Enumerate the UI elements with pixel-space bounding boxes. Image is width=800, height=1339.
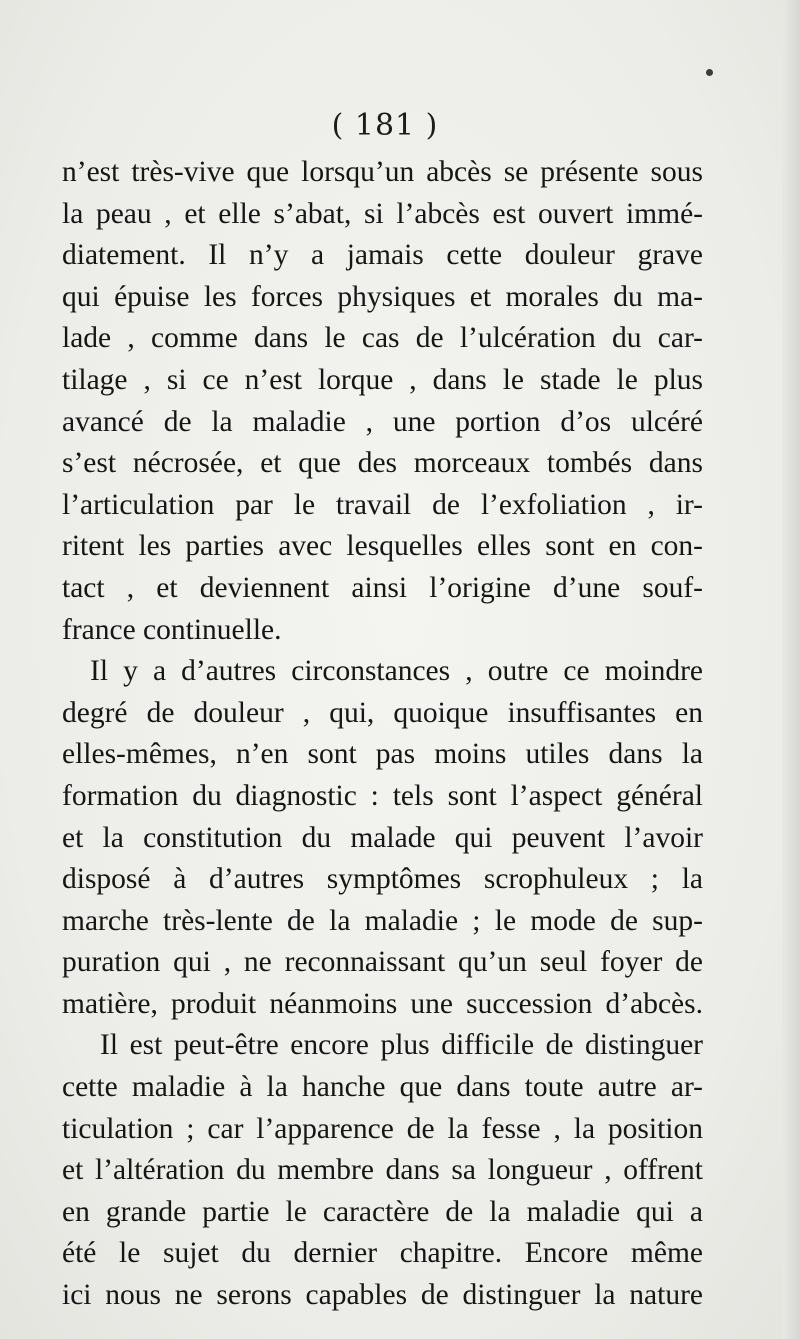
page-edge-shadow bbox=[782, 0, 800, 1339]
text-line: puration qui , ne reconnaissant qu’un seul foyer de bbox=[62, 946, 703, 979]
text-line: cette maladie à la hanche que dans toute autre ar- bbox=[62, 1071, 703, 1104]
text-line: en grande partie le caractère de la maladie qui a bbox=[62, 1195, 703, 1228]
paragraph-end-line: matière, produit néanmoins une succession d’abcès. bbox=[62, 987, 703, 1020]
paragraph-start-line: Il y a d’autres circonstances , outre ce moindre bbox=[90, 655, 703, 688]
page-number: ( 181 ) bbox=[331, 108, 439, 143]
text-line: n’est très-vive que lorsqu’un abcès se présente sous bbox=[62, 156, 703, 188]
text-line: disposé à d’autres symptômes scrophuleux ; la bbox=[62, 863, 703, 896]
text-line: formation du diagnostic : tels sont l’aspect général bbox=[62, 779, 703, 812]
text-line: l’articulation par le travail de l’exfoliation , ir- bbox=[62, 488, 703, 521]
text-line: s’est nécrosée, et que des morceaux tombés dans bbox=[62, 447, 703, 480]
text-line: avancé de la maladie , une portion d’os ulcéré bbox=[62, 405, 703, 438]
text-line: et l’altération du membre dans sa longueur , offrent bbox=[62, 1154, 703, 1187]
text-line: tact , et deviennent ainsi l’origine d’une souf- bbox=[62, 571, 703, 604]
text-line: degré de douleur , qui, quoique insuffisantes en bbox=[62, 696, 703, 729]
ink-speck bbox=[706, 69, 713, 76]
text-line: marche très-lente de la maladie ; le mode de sup- bbox=[62, 904, 703, 937]
paragraph-start-line: Il est peut-être encore plus difficile de distinguer bbox=[100, 1029, 703, 1062]
text-line: ticulation ; car l’apparence de la fesse , la position bbox=[62, 1112, 703, 1145]
text-line: diatement. Il n’y a jamais cette douleur grave bbox=[62, 239, 703, 272]
paragraph-end-line: france continuelle. bbox=[62, 613, 282, 646]
text-line: la peau , et elle s’abat, si l’abcès est ouvert immé- bbox=[62, 197, 703, 230]
text-line: et la constitution du malade qui peuvent l’avoir bbox=[62, 821, 703, 854]
text-line: tilage , si ce n’est lorque , dans le stade le plus bbox=[62, 363, 703, 396]
text-line: été le sujet du dernier chapitre. Encore même bbox=[62, 1237, 703, 1270]
text-line: qui épuise les forces physiques et morales du ma- bbox=[62, 280, 703, 313]
text-line: ici nous ne serons capables de distinguer la nature bbox=[62, 1279, 703, 1312]
text-line: lade , comme dans le cas de l’ulcération du car- bbox=[62, 322, 703, 355]
text-line: ritent les parties avec lesquelles elles sont en con- bbox=[62, 530, 703, 563]
body-text bbox=[62, 152, 703, 1317]
text-line: elles-mêmes, n’en sont pas moins utiles dans la bbox=[62, 738, 703, 771]
